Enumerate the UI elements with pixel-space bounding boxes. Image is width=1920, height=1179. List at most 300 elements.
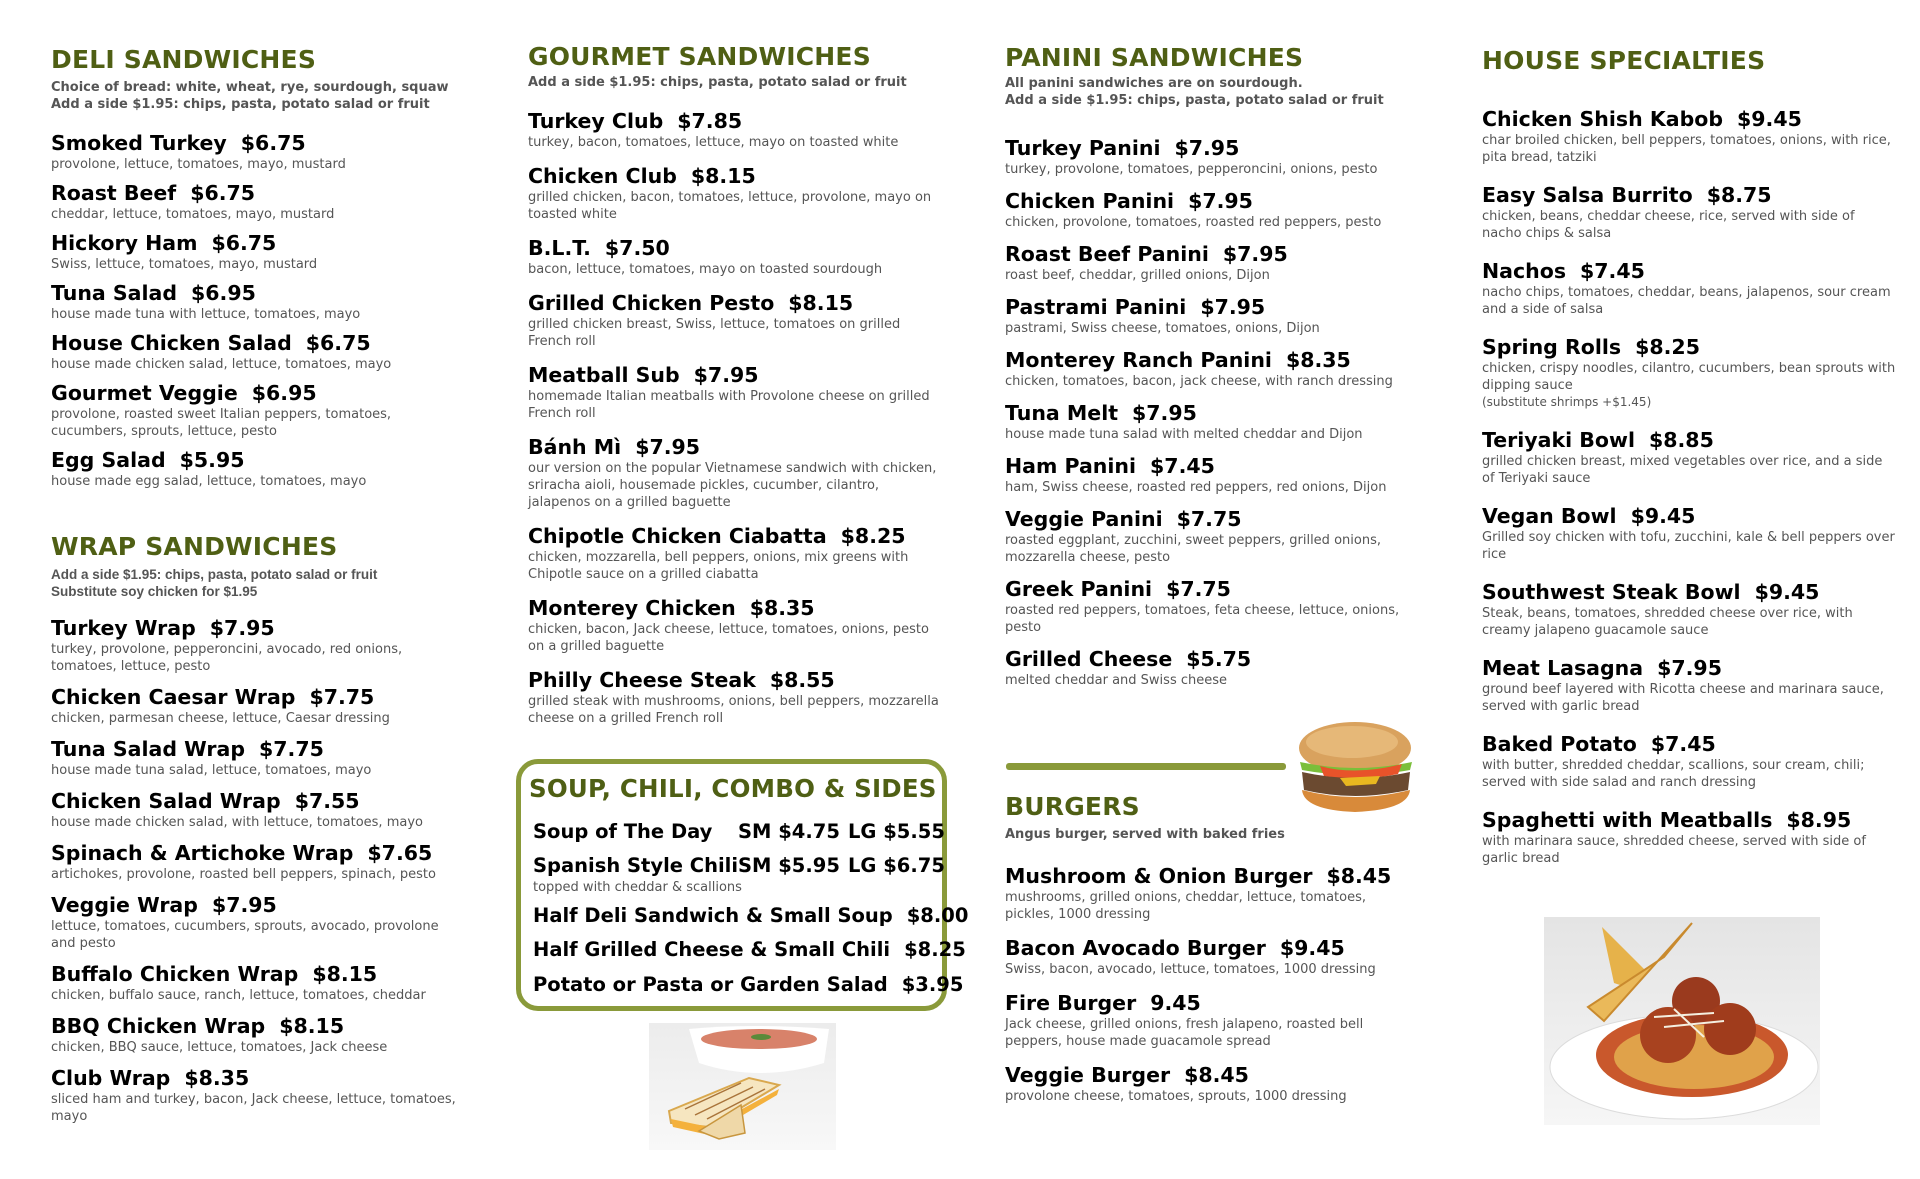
menu-item-name: Chicken Salad Wrap	[51, 789, 281, 813]
menu-item-price: $6.75	[305, 331, 371, 355]
menu-item-desc: cheddar, lettuce, tomatoes, mayo, mustard	[51, 207, 335, 222]
burgers-items	[1005, 863, 1445, 1117]
menu-item-title	[1005, 135, 1445, 161]
menu-item-name: Spring Rolls	[1482, 335, 1622, 359]
menu-item-title	[51, 330, 491, 356]
menu-item-name: Tuna Salad Wrap	[51, 737, 246, 761]
menu-item-title	[51, 1065, 491, 1091]
menu-item-name: Turkey Club	[528, 109, 664, 133]
menu-item-price: $8.35	[184, 1066, 250, 1090]
menu-item-title	[528, 523, 958, 549]
menu-item-price: $8.15	[788, 291, 854, 315]
menu-item-desc: chicken, BBQ sauce, lettuce, tomatoes, Jack cheese	[51, 1040, 388, 1055]
menu-item-price: 9.45	[1150, 991, 1201, 1015]
menu-item-name: Spinach & Artichoke Wrap	[51, 841, 354, 865]
menu-item-title	[528, 595, 958, 621]
combo-price: $8.25	[904, 938, 966, 961]
menu-item-desc: house made chicken salad, lettuce, tomatoes, mayo	[51, 357, 392, 372]
menu-item-title	[51, 380, 491, 406]
menu-item-title	[51, 684, 491, 710]
menu-item-desc: grilled chicken breast, mixed vegetables over rice, and a side of Teriyaki sauce	[1482, 454, 1883, 486]
menu-item-price: $7.95	[1657, 656, 1722, 680]
menu-item-name: Greek Panini	[1005, 577, 1153, 601]
menu-item-name: Club Wrap	[51, 1066, 171, 1090]
menu-item-name: Vegan Bowl	[1482, 504, 1617, 528]
burgers-note: Angus burger, served with baked fries	[1005, 827, 1285, 842]
menu-item	[528, 667, 958, 727]
menu-item	[1482, 579, 1902, 639]
menu-item	[528, 290, 958, 350]
menu-item-price: $7.55	[294, 789, 360, 813]
menu-item-name: Teriyaki Bowl	[1482, 428, 1635, 452]
menu-item	[1482, 258, 1902, 318]
menu-item-name: Chicken Club	[528, 164, 677, 188]
soup-name: Soup of The Day	[533, 820, 713, 843]
menu-item-price: $7.50	[604, 236, 670, 260]
menu-item-title	[1005, 990, 1445, 1016]
menu-item-name: Tuna Salad	[51, 281, 178, 305]
menu-item-extra: (substitute shrimps +$1.45)	[1482, 395, 1652, 409]
menu-item-title	[1482, 334, 1902, 360]
menu-item-title	[1482, 655, 1902, 681]
panini-items	[1005, 135, 1445, 699]
house-section	[1482, 46, 1765, 76]
menu-item-name: Baked Potato	[1482, 732, 1637, 756]
menu-item	[1005, 294, 1445, 337]
menu-item-title	[51, 961, 491, 987]
menu-item-desc: our version on the popular Vietnamese sandwich with chicken, sriracha aioli, housemade pickles, cucumber, cilantro, jalapenos on a grilled baguette	[528, 461, 937, 510]
house-title: HOUSE SPECIALTIES	[1482, 46, 1766, 75]
menu-item-desc: roast beef, cheddar, grilled onions, Dijon	[1005, 268, 1270, 283]
wrap-items	[51, 615, 491, 1134]
chili-lg-price: LG $6.75	[848, 854, 945, 877]
menu-item-price: $6.75	[190, 181, 256, 205]
gourmet-items	[528, 108, 958, 739]
menu-item-price: $8.35	[749, 596, 815, 620]
menu-item-price: $9.45	[1754, 580, 1820, 604]
menu-item-title	[1005, 400, 1445, 426]
menu-item-desc: roasted red peppers, tomatoes, feta cheese, lettuce, onions, pesto	[1005, 603, 1400, 635]
menu-item-price: $9.45	[1737, 107, 1802, 131]
menu-item-name: Mushroom & Onion Burger	[1005, 864, 1313, 888]
panini-title: PANINI SANDWICHES	[1005, 43, 1304, 72]
menu-item-desc: house made tuna with lettuce, tomatoes, mayo	[51, 307, 361, 322]
deli-note-side: Add a side $1.95: chips, pasta, potato salad or fruit	[51, 97, 430, 112]
menu-item	[51, 130, 491, 173]
menu-item-name: Chicken Caesar Wrap	[51, 685, 296, 709]
menu-item-title	[1482, 182, 1902, 208]
menu-item-price: $7.45	[1580, 259, 1645, 283]
menu-item	[51, 330, 491, 373]
menu-item	[51, 180, 491, 223]
menu-item-price: $7.95	[693, 363, 759, 387]
menu-item	[1482, 503, 1902, 563]
menu-item-price: $8.15	[312, 962, 378, 986]
chili-sm-price: SM $5.95	[738, 854, 840, 877]
menu-item	[1005, 1062, 1445, 1105]
chili-desc: topped with cheddar & scallions	[533, 880, 742, 895]
combo-name: Half Deli Sandwich & Small Soup	[533, 904, 893, 927]
menu-item	[51, 1013, 491, 1056]
menu-item-name: Chicken Panini	[1005, 189, 1175, 213]
menu-item-name: Monterey Ranch Panini	[1005, 348, 1272, 372]
combo-row	[533, 973, 963, 996]
wrap-title: WRAP SANDWICHES	[51, 532, 338, 561]
menu-item-price: $7.95	[209, 616, 275, 640]
menu-item-title	[1482, 258, 1902, 284]
menu-item-price: $7.75	[309, 685, 375, 709]
menu-item-price: $7.95	[1132, 401, 1197, 425]
menu-item-price: $6.95	[191, 281, 256, 305]
menu-item-desc: Swiss, bacon, avocado, lettuce, tomatoes, 1000 dressing	[1005, 962, 1376, 977]
menu-item-title	[1005, 935, 1445, 961]
menu-item-price: $7.75	[1166, 577, 1231, 601]
soup-grilled-cheese-photo	[649, 1023, 836, 1150]
menu-item-name: Spaghetti with Meatballs	[1482, 808, 1773, 832]
menu-item	[1005, 935, 1445, 978]
menu-item	[1005, 135, 1445, 178]
menu-item-name: Egg Salad	[51, 448, 166, 472]
menu-item-name: Turkey Wrap	[51, 616, 196, 640]
menu-item-price: $8.85	[1648, 428, 1714, 452]
menu-item-name: Veggie Panini	[1005, 507, 1163, 531]
menu-item-name: Philly Cheese Steak	[528, 668, 756, 692]
menu-item-price: $8.35	[1285, 348, 1351, 372]
menu-item	[528, 108, 958, 151]
menu-item-price: $8.55	[769, 668, 835, 692]
menu-item-desc: char broiled chicken, bell peppers, tomatoes, onions, with rice, pita bread, tatziki	[1482, 133, 1891, 165]
menu-item	[528, 434, 958, 511]
menu-item	[1005, 347, 1445, 390]
menu-item-title	[51, 892, 491, 918]
menu-item-price: $8.25	[840, 524, 906, 548]
menu-item	[1005, 990, 1445, 1050]
menu-item-price: $7.95	[1188, 189, 1253, 213]
menu-item	[1005, 863, 1445, 923]
menu-item	[1482, 106, 1902, 166]
menu-item-title	[1005, 576, 1445, 602]
wrap-note-side: Add a side $1.95: chips, pasta, potato salad or fruit	[51, 567, 378, 582]
menu-item-desc: house made chicken salad, with lettuce, tomatoes, mayo	[51, 815, 423, 830]
menu-item	[1005, 576, 1445, 636]
menu-item-desc: chicken, parmesan cheese, lettuce, Caesar dressing	[51, 711, 390, 726]
menu-item-title	[51, 230, 491, 256]
menu-item-name: House Chicken Salad	[51, 331, 292, 355]
menu-item-name: Veggie Burger	[1005, 1063, 1171, 1087]
menu-item-title	[51, 130, 491, 156]
house-items	[1482, 106, 1902, 883]
menu-item-title	[1482, 807, 1902, 833]
menu-item	[1482, 731, 1902, 791]
deli-title: DELI SANDWICHES	[51, 45, 317, 74]
menu-item-title	[51, 615, 491, 641]
panini-note-side: Add a side $1.95: chips, pasta, potato salad or fruit	[1005, 93, 1384, 108]
menu-item-title	[1005, 1062, 1445, 1088]
menu-item-name: B.L.T.	[528, 236, 591, 260]
menu-item	[51, 840, 491, 883]
menu-item-title	[51, 447, 491, 473]
combo-price: $3.95	[901, 973, 964, 996]
menu-item-title	[528, 362, 958, 388]
menu-item-price: $5.95	[179, 448, 245, 472]
menu-item-desc: provolone, roasted sweet Italian peppers, tomatoes, cucumbers, sprouts, lettuce, pesto	[51, 407, 392, 439]
menu-item-title	[51, 280, 491, 306]
menu-item-desc: with butter, shredded cheddar, scallions, sour cream, chili; served with side salad and ranch dressing	[1482, 758, 1865, 790]
menu-item-price: $7.95	[635, 435, 701, 459]
menu-item-name: Meatball Sub	[528, 363, 680, 387]
menu-item-desc: house made tuna salad, lettuce, tomatoes, mayo	[51, 763, 372, 778]
menu-item	[51, 684, 491, 727]
menu-item	[51, 961, 491, 1004]
menu-item-desc: Swiss, lettuce, tomatoes, mayo, mustard	[51, 257, 318, 272]
menu-item-desc: Steak, beans, tomatoes, shredded cheese over rice, with creamy jalapeno guacamole sauce	[1482, 606, 1853, 638]
chili-name: Spanish Style Chili	[533, 854, 739, 877]
menu-item-desc: pastrami, Swiss cheese, tomatoes, onions, Dijon	[1005, 321, 1320, 336]
menu-item-desc: house made egg salad, lettuce, tomatoes, mayo	[51, 474, 367, 489]
soup-sm-price: SM $4.75	[738, 820, 840, 843]
menu-item-name: Veggie Wrap	[51, 893, 198, 917]
menu-item	[1482, 182, 1902, 242]
soup-combo-box	[516, 759, 969, 1011]
menu-item-price: $5.75	[1186, 647, 1252, 671]
menu-item-desc: bacon, lettuce, tomatoes, mayo on toasted sourdough	[528, 262, 883, 277]
menu-item-name: Buffalo Chicken Wrap	[51, 962, 299, 986]
soup-row-chili	[533, 854, 945, 877]
menu-item	[528, 362, 958, 422]
menu-item-price: $8.25	[1635, 335, 1700, 359]
menu-item	[528, 235, 958, 278]
menu-item-title	[1005, 294, 1445, 320]
menu-item-desc: lettuce, tomatoes, cucumbers, sprouts, avocado, provolone and pesto	[51, 919, 439, 951]
menu-item-title	[1005, 506, 1445, 532]
menu-item-title	[1482, 106, 1902, 132]
menu-item-name: Fire Burger	[1005, 991, 1137, 1015]
panini-note-sourdough: All panini sandwiches are on sourdough.	[1005, 76, 1303, 91]
menu-item-title	[51, 840, 491, 866]
soup-row-soup-of-day	[533, 820, 945, 843]
menu-item-title	[1005, 453, 1445, 479]
menu-item-name: Southwest Steak Bowl	[1482, 580, 1741, 604]
menu-item-title	[1482, 579, 1902, 605]
menu-item-desc: homemade Italian meatballs with Provolone cheese on grilled French roll	[528, 389, 930, 421]
menu-item-name: Smoked Turkey	[51, 131, 227, 155]
menu-item-name: Grilled Chicken Pesto	[528, 291, 775, 315]
menu-item-price: $8.45	[1184, 1063, 1249, 1087]
menu-item-desc: chicken, provolone, tomatoes, roasted red peppers, pesto	[1005, 215, 1382, 230]
menu-item-price: $7.65	[367, 841, 433, 865]
combo-name: Potato or Pasta or Garden Salad	[533, 973, 888, 996]
menu-item-name: Meat Lasagna	[1482, 656, 1644, 680]
combo-row	[533, 938, 966, 961]
menu-item	[1005, 188, 1445, 231]
combo-row	[533, 904, 968, 927]
menu-item-price: $8.95	[1786, 808, 1852, 832]
menu-item-desc: chicken, beans, cheddar cheese, rice, served with side of nacho chips & salsa	[1482, 209, 1855, 241]
menu-item-price: $8.15	[279, 1014, 345, 1038]
menu-item	[51, 736, 491, 779]
gourmet-title: GOURMET SANDWICHES	[528, 42, 871, 71]
menu-item-name: Gourmet Veggie	[51, 381, 238, 405]
menu-item-title	[528, 667, 958, 693]
menu-item	[1482, 807, 1902, 867]
combo-name: Half Grilled Cheese & Small Chili	[533, 938, 891, 961]
divider-bar	[1006, 763, 1286, 770]
menu-item-desc: melted cheddar and Swiss cheese	[1005, 673, 1228, 688]
menu-item-desc: turkey, provolone, pepperoncini, avocado, red onions, tomatoes, lettuce, pesto	[51, 642, 403, 674]
menu-item-desc: chicken, mozzarella, bell peppers, onions, mix greens with Chipotle sauce on a grilled ciabatta	[528, 550, 909, 582]
menu-item-desc: grilled chicken, bacon, tomatoes, lettuce, provolone, mayo on toasted white	[528, 190, 932, 222]
menu-item	[1005, 400, 1445, 443]
menu-item-desc: nacho chips, tomatoes, cheddar, beans, jalapenos, sour cream and a side of salsa	[1482, 285, 1891, 317]
menu-item-desc: artichokes, provolone, roasted bell peppers, spinach, pesto	[51, 867, 436, 882]
menu-item	[51, 447, 491, 490]
menu-item-name: Hickory Ham	[51, 231, 198, 255]
menu-item-desc: with marinara sauce, shredded cheese, served with side of garlic bread	[1482, 834, 1866, 866]
burger-photo	[1290, 718, 1420, 818]
menu-item-title	[1482, 731, 1902, 757]
menu-item-price: $7.75	[1176, 507, 1242, 531]
menu-item-desc: chicken, bacon, Jack cheese, lettuce, tomatoes, onions, pesto on a grilled baguette	[528, 622, 929, 654]
soup-title-text: SOUP, CHILI, COMBO & SIDES	[529, 774, 937, 803]
menu-item	[51, 1065, 491, 1125]
menu-item	[51, 380, 491, 440]
menu-item-desc: ground beef layered with Ricotta cheese and marinara sauce, served with garlic bread	[1482, 682, 1884, 714]
menu-item-desc: grilled steak with mushrooms, onions, bell peppers, mozzarella cheese on a grilled French roll	[528, 694, 939, 726]
menu-item-price: $6.95	[251, 381, 317, 405]
deli-items	[51, 130, 491, 497]
menu-item	[1005, 646, 1445, 689]
menu-item-price: $9.45	[1630, 504, 1696, 528]
menu-item-desc: provolone cheese, tomatoes, sprouts, 1000 dressing	[1005, 1089, 1347, 1104]
menu-item	[51, 788, 491, 831]
menu-item-name: Grilled Cheese	[1005, 647, 1173, 671]
menu-item-price: $6.75	[240, 131, 306, 155]
soup-grilled-cheese-icon	[649, 1023, 836, 1150]
menu-item-name: Bánh Mì	[528, 435, 622, 459]
menu-item-price: $7.75	[259, 737, 324, 761]
menu-item-price: $6.75	[211, 231, 277, 255]
menu-item-name: Pastrami Panini	[1005, 295, 1187, 319]
menu-item-title	[528, 235, 958, 261]
menu-item-title	[528, 290, 958, 316]
deli-section	[51, 45, 449, 113]
menu-item-title	[528, 163, 958, 189]
gourmet-note-side: Add a side $1.95: chips, pasta, potato salad or fruit	[528, 75, 907, 90]
menu-item-price: $9.45	[1279, 936, 1345, 960]
menu-item-price: $7.95	[1174, 136, 1240, 160]
menu-item-price: $8.75	[1706, 183, 1772, 207]
menu-item-title	[51, 180, 491, 206]
menu-item-name: Roast Beef Panini	[1005, 242, 1209, 266]
burgers-section	[1005, 792, 1285, 843]
menu-item-desc: house made tuna salad with melted cheddar and Dijon	[1005, 427, 1363, 442]
menu-item-desc: Jack cheese, grilled onions, fresh jalapeno, roasted bell peppers, house made guacamole spread	[1005, 1017, 1364, 1049]
menu-item	[1482, 655, 1902, 715]
menu-item-name: Ham Panini	[1005, 454, 1137, 478]
menu-item	[51, 615, 491, 675]
soup-lg-price: LG $5.55	[848, 820, 945, 843]
menu-item-name: BBQ Chicken Wrap	[51, 1014, 266, 1038]
menu-item-desc: Grilled soy chicken with tofu, zucchini, kale & bell peppers over rice	[1482, 530, 1895, 562]
menu-item-title	[51, 1013, 491, 1039]
wrap-section	[51, 532, 377, 600]
menu-item-desc: turkey, bacon, tomatoes, lettuce, mayo on toasted white	[528, 135, 899, 150]
menu-item	[51, 892, 491, 952]
menu-item-desc: roasted eggplant, zucchini, sweet peppers, grilled onions, mozzarella cheese, pesto	[1005, 533, 1381, 565]
menu-item	[51, 280, 491, 323]
menu-item-desc: chicken, crispy noodles, cilantro, cucumbers, bean sprouts with dipping sauce	[1482, 361, 1896, 393]
menu-item-desc: chicken, tomatoes, bacon, jack cheese, with ranch dressing	[1005, 374, 1393, 389]
combo-price: $8.00	[906, 904, 969, 927]
spaghetti-meatballs-icon	[1544, 917, 1820, 1125]
deli-note-bread: Choice of bread: white, wheat, rye, sourdough, squaw	[51, 80, 449, 95]
menu-item-title	[528, 434, 958, 460]
menu-item-price: $7.95	[211, 893, 277, 917]
menu-item-title	[1005, 646, 1445, 672]
menu-item-price: $7.95	[1222, 242, 1288, 266]
menu-item	[1005, 453, 1445, 496]
menu-item-price: $7.85	[677, 109, 743, 133]
menu-item-price: $8.15	[690, 164, 756, 188]
menu-item-title	[1005, 347, 1445, 373]
menu-item-price: $8.45	[1326, 864, 1392, 888]
menu-item-title	[51, 736, 491, 762]
burger-icon	[1290, 718, 1420, 818]
menu-item-title	[51, 788, 491, 814]
menu-item-desc: mushrooms, grilled onions, cheddar, lettuce, tomatoes, pickles, 1000 dressing	[1005, 890, 1366, 922]
menu-item-name: Chipotle Chicken Ciabatta	[528, 524, 827, 548]
menu-item-name: Easy Salsa Burrito	[1482, 183, 1693, 207]
wrap-note-soy: Substitute soy chicken for $1.95	[51, 584, 258, 599]
menu-item-name: Chicken Shish Kabob	[1482, 107, 1724, 131]
spaghetti-photo	[1544, 917, 1820, 1125]
menu-item-title	[1482, 427, 1902, 453]
menu-item-desc: grilled chicken breast, Swiss, lettuce, tomatoes on grilled French roll	[528, 317, 901, 349]
panini-section	[1005, 43, 1384, 109]
gourmet-section	[528, 42, 907, 91]
menu-item-desc: chicken, buffalo sauce, ranch, lettuce, tomatoes, cheddar	[51, 988, 426, 1003]
burgers-title: BURGERS	[1005, 792, 1140, 821]
menu-item-name: Nachos	[1482, 259, 1567, 283]
menu-item	[528, 163, 958, 223]
menu-item-name: Bacon Avocado Burger	[1005, 936, 1266, 960]
menu-item	[1005, 241, 1445, 284]
menu-item	[1482, 427, 1902, 487]
menu-item-name: Turkey Panini	[1005, 136, 1161, 160]
menu-item-desc: sliced ham and turkey, bacon, Jack cheese, lettuce, tomatoes, mayo	[51, 1092, 456, 1124]
menu-item	[1482, 334, 1902, 411]
menu-item-price: $7.95	[1200, 295, 1266, 319]
menu-item-desc: turkey, provolone, tomatoes, pepperoncini, onions, pesto	[1005, 162, 1378, 177]
menu-item-name: Monterey Chicken	[528, 596, 736, 620]
menu-item	[528, 523, 958, 583]
menu-item-title	[1005, 188, 1445, 214]
menu-item-name: Roast Beef	[51, 181, 177, 205]
menu-item-desc: ham, Swiss cheese, roasted red peppers, red onions, Dijon	[1005, 480, 1387, 495]
soup-title	[529, 774, 937, 804]
menu-item-title	[528, 108, 958, 134]
menu-item-name: Tuna Melt	[1005, 401, 1119, 425]
menu-item	[51, 230, 491, 273]
menu-item	[1005, 506, 1445, 566]
menu-item-price: $7.45	[1150, 454, 1215, 478]
menu-item-title	[1005, 863, 1445, 889]
menu-item-price: $7.45	[1650, 732, 1716, 756]
menu-item-desc: provolone, lettuce, tomatoes, mayo, mustard	[51, 157, 346, 172]
menu-item-title	[1482, 503, 1902, 529]
menu-item-title	[1005, 241, 1445, 267]
menu-item	[528, 595, 958, 655]
